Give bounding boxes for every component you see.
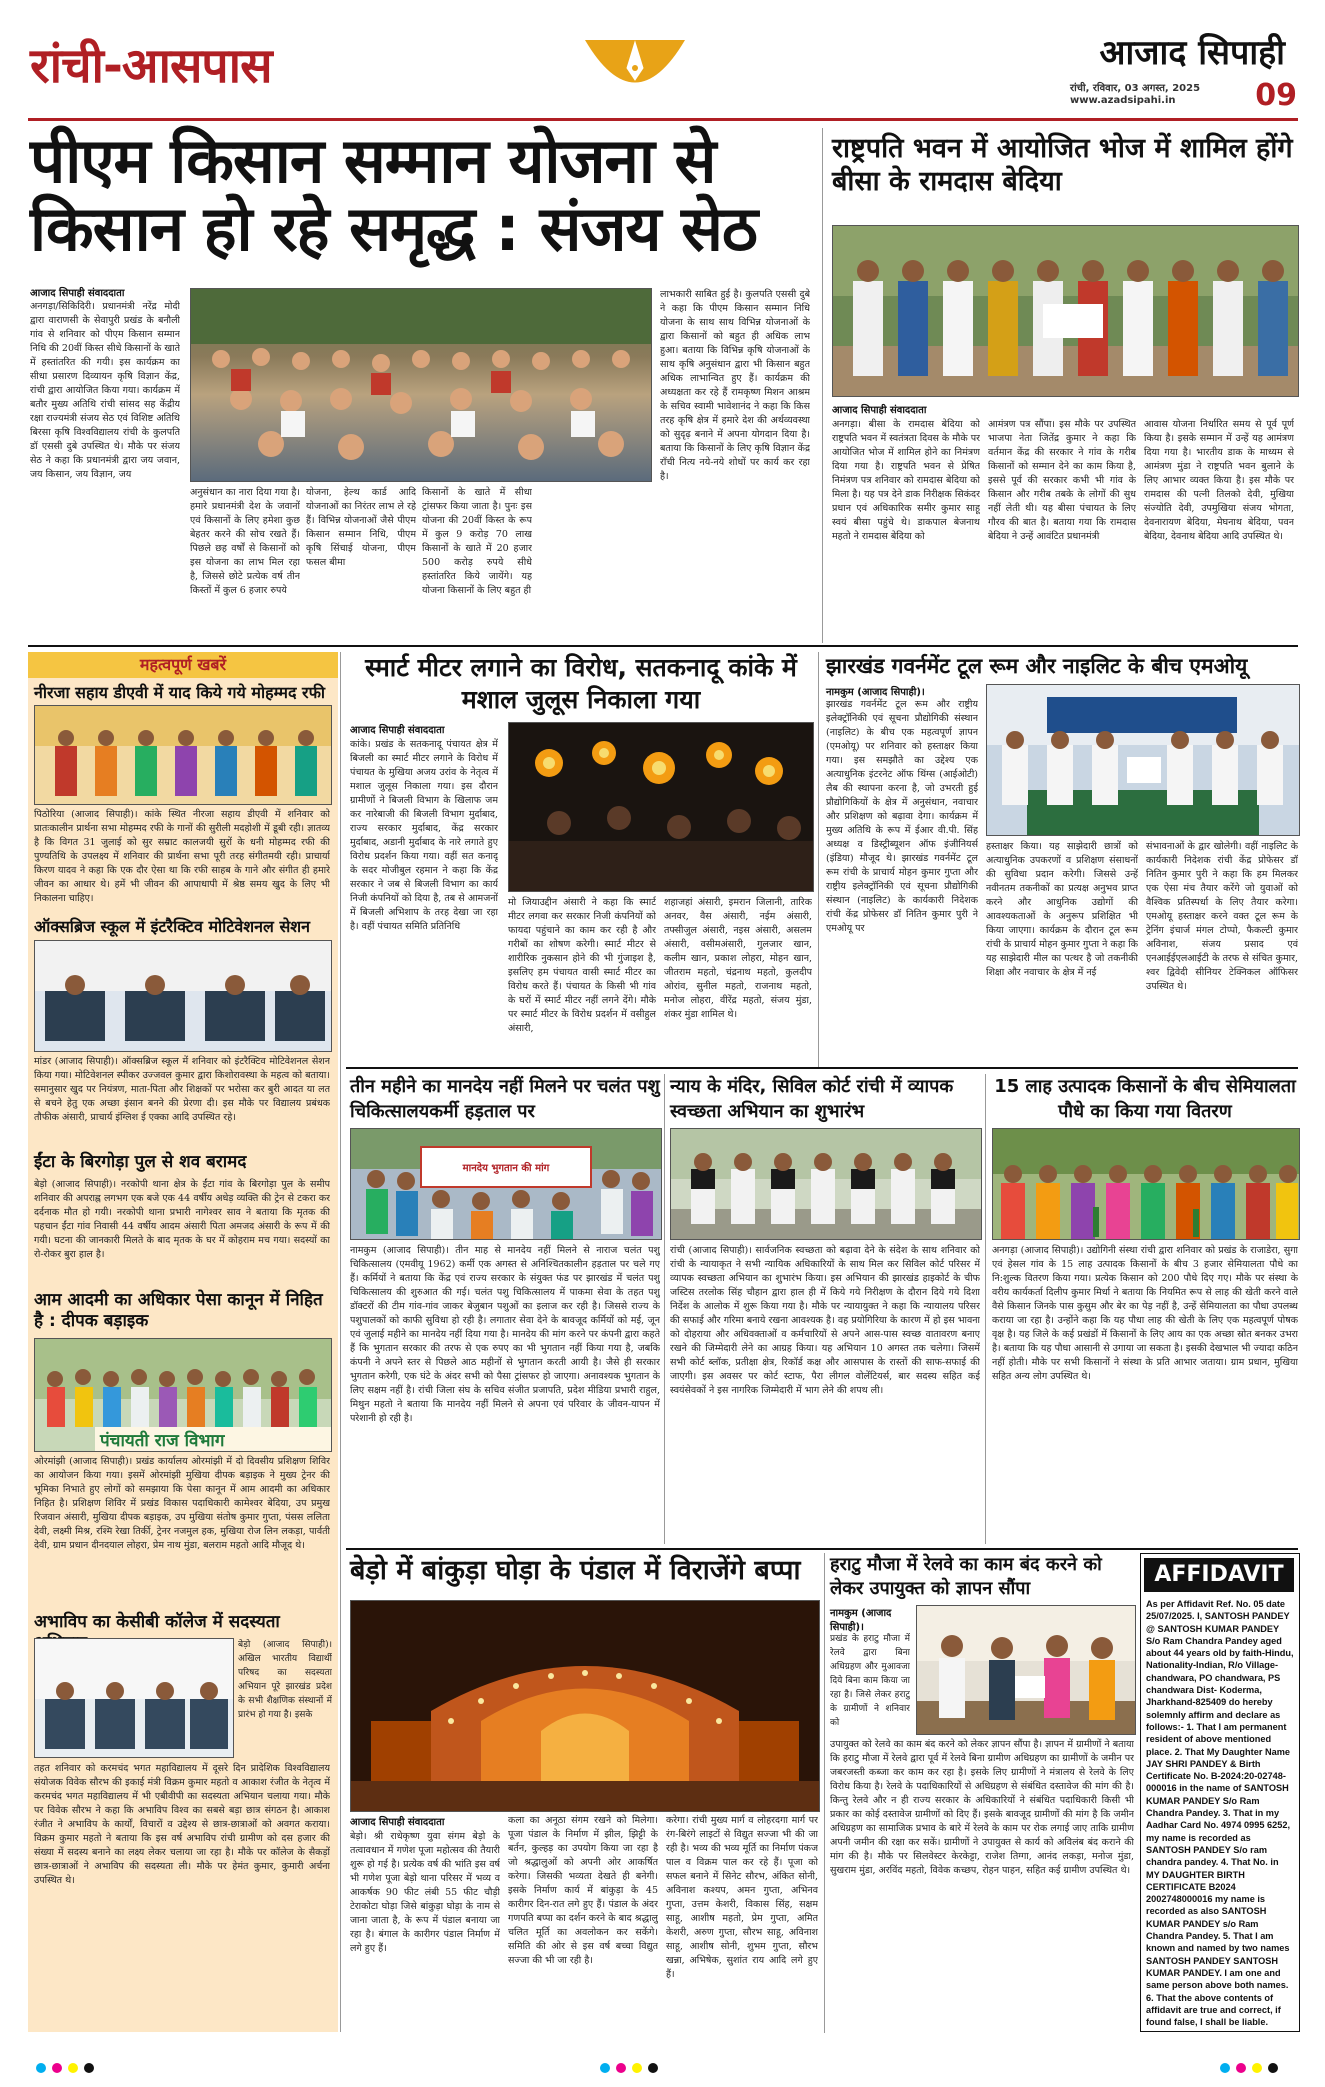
mou-headline: झारखंड गवर्नमेंट टूल रूम और नाइलिट के बीच एमओयू	[826, 654, 1248, 678]
paper-name: आजाद सिपाही	[1099, 33, 1285, 73]
president-photo	[832, 225, 1299, 397]
sidebar-story-1-body: पिठोरिया (आजाद सिपाही)। कांके स्थित नीरजा सहाय डीएवी में शनिवार को प्रातःकालीन प्रार्थना सभा मोहम्मद रफी के गानों की सुरीली मदहोशी में डूबी रही। ज्ञातव्य है कि विगत 31 जुलाई को सुर सम्राट कालजयी सुरों के धनी मोहम्मद रफी की पुण्यतिथि के उपलक्ष्य में शनिवार की प्रार्थना सभा पूरी तरह संगीतमयी रही। प्राचार्या किरण यादव ने कहा कि एक दौर ऐसा था कि रफी साहब के गाने और संगीत ही हमारे जीवन का आधार थे। हमें भी जीवन की आपाधापी में श्रेष्ठ समय खुद के लिए भी निकालना चाहिए।	[34, 809, 330, 904]
mou-photo	[986, 684, 1300, 836]
ganesh-col-2: कला का अनूठा संगम रखने को मिलेगा। पूजा पंडाल के निर्माण में झील, झिट्टी के बर्तन, कुल्हड़ का उपयोग किया जा रहा है जो श्रद्धालुओं को अपनी ओर आकर्षित करेगा। जिसकी भव्यता देखते ही बनेगी। इसके निर्माण कार्य में बांकुड़ा के 45 कारीगर दिन-रात लगे हुए हैं। पंडाल के अंदर गणपति बप्पा का दर्शन करने के बाद श्रद्धालु चलित मूर्ति का अवलोकन कर सकेंगे। समिति की ओर से इस वर्ष बच्चा विद्युत सज्जा की भी जा रही है।	[508, 1815, 658, 1966]
divider-v-4	[664, 1074, 665, 1544]
railway-side: प्रखंड के हराटु मौजा में रेलवे द्वारा बिना अधिग्रहण और मुआवजा दिये बिना काम किया जा रहा है। जिसे लेकर हराटु के ग्रामीणों ने शनिवार को	[830, 1634, 910, 1728]
court-headline: न्याय के मंदिर, सिविल कोर्ट रांची में व्यापक स्वच्छता अभियान का शुभारंभ	[670, 1076, 954, 1122]
ganesh-headline: बेड़ो में बांकुड़ा घोड़ा के पंडाल में विराजेंगे बप्पा	[350, 1555, 801, 1586]
president-col-2: आमंत्रण पत्र सौंपा। इस मौके पर उपस्थित भाजपा नेता जितेंद्र कुमार ने कहा कि वर्तमान केंद्र की सरकार ने गांव के गरीब किसानों को सम्मान देने का काम किया है, इससे पूर्व की सरकार कभी भी गांव के किसान और गरीब तबके के लोगों की सुध नहीं लेती थी। यह बीसा पंचायत के लिए गौरव की बात है। बताया गया कि रामदास बेदिया ने उन्हें आवंटित प्रधानमंत्री	[988, 419, 1136, 542]
divider-v-2	[340, 652, 341, 2032]
ganesh-col-3: करेगा। रांची मुख्य मार्ग व लोहरदगा मार्ग पर रंग-बिरंगे लाइटों से विद्युत सज्जा भी की जा रही है। भव्य की भव्य मूर्ति का निर्माण पंकज पाल व विक्रम पाल कर रहे हैं। पूजा को सफल बनाने में सिनेट सौरभ, अंकित सोनी, अविनाश कश्यप, अमन गुप्ता, अभिनव गुप्ता, उत्तम केशरी, विकास सिंह, सक्षम साहू, आशीष महतो, प्रेम गुप्ता, अमित केशरी, अरुण गुप्ता, सौरभ साहू, अविनाश साहू, आशीष सोनी, शुभम गुप्ता, सौरभ खन्ना, अभिषेक, सुशांत राय आदि लगे हुए हैं।	[666, 1815, 818, 1980]
lead-byline: आजाद सिपाही संवाददाता	[30, 288, 125, 299]
court-photo	[670, 1128, 982, 1240]
sidebar-story-3-headline: ईंटा के बिरगोड़ा पुल से शव बरामद	[34, 1152, 247, 1172]
registration-marks-right	[1220, 2058, 1284, 2077]
lead-col-2: अनुसंधान का नारा दिया गया है। हमारे प्रधानमंत्री देश के जवानों एवं किसानों के लिए हमेशा कुछ बेहतर करने की सोच रखते हैं। पिछले छह वर्षों से किसानों को इस योजना का लाभ मिल रहा है, जिससे छोटे प्रत्येक वर्ष तीन किस्तों में कुल 6 हजार रुपये	[190, 487, 300, 596]
smart-meter-byline: आजाद सिपाही संवाददाता	[350, 725, 445, 736]
smart-meter-col-2: मो जियाउद्दीन अंसारी ने कहा कि स्मार्ट मीटर लगवा कर सरकार निजी कंपनियों को फायदा पहुंचाने का काम कर रही है और गरीबों का शोषण करेगी। स्मार्ट मीटर से शारीरिक नुकसान होने की भी गुंजाइश है, इसलिए हम पंचायत वासी स्मार्ट मीटर का विरोध करते हैं। पंचायत के किसी भी गांव के घरों में स्मार्ट मीटर नहीं लगने देंगे। मौके पर स्मार्ट मीटर के विरोध प्रदर्शन में वसीहुल अंसारी,	[508, 897, 656, 1034]
lead-headline-2: किसान हो रहे समृद्ध : संजय सेठ	[30, 192, 757, 265]
section-title: रांची-आसपास	[30, 38, 272, 94]
sidebar-story-5-body: तहत शनिवार को करमचंद भगत महाविद्यालय में दूसरे दिन प्रादेशिक विश्वविद्यालय संयोजक विवेक सौरभ की इकाई मंत्री विक्रम कुमार महतो व आकाश रंजीत के नेतृत्व में करमचंद भगत महाविद्यालय में भी एबीवीपी का सदस्यता अभियान चलाया गया। मौके पर विवेक सौरभ ने कहा कि अभाविप विश्व का सबसे बड़ा छात्र संगठन है। आकाश रंजीत ने अभाविप के कार्यों, विचारों व उद्देश्य से छात्र-छात्राओं को अवगत कराया। विक्रम कुमार महतो ने बताया कि इस वर्ष अभाविप रांची ग्रामीण को दस हजार की संख्या में सदस्य बनाने का लक्ष्य लेकर चलाया जा रहा है। मौके पर कॉलेज के सैकड़ों छात्र-छात्राओं ने अभाविप की सदस्यता ली। मौके पर हेमंत कुमार, कुमारी अर्चना उपस्थित थे।	[34, 1763, 330, 1886]
railway-headline: हराटु मौजा में रेलवे का काम बंद करने को लेकर उपायुक्त को ज्ञापन सौंपा	[830, 1554, 1102, 1599]
smart-meter-headline: स्मार्ट मीटर लगाने का विरोध, सतकनादू कांके में मशाल जुलूस निकाला गया	[365, 653, 797, 714]
lead-col-5: लाभकारी साबित हुई है। कुलपति एससी दुबे ने कहा कि पीएम किसान सम्मान निधि योजना के साथ साथ विभिन्न योजनाओं के द्वारा किसानों को बहुत ही अधिक लाभ हुआ। बताया कि विभिन्न कृषि योजनाओं के साथ कृषि अनुसंधान द्वारा भी किसान बहुत अधिक लाभान्वित हुए हैं। कार्यक्रम की अध्यक्षता कर रहे हैं रामकृष्ण मिशन आश्रम के सचिव स्वामी भावेशानंद ने कहा कि किस तरह कृषि क्षेत्र में हमारे देश की अर्थव्यवस्था को सुदृढ़ बनाने में अपना योगदान दिया है। बताया कि किसानों के लिए कृषि विज्ञान केंद्र राँची नित्य नये-नये शोधों पर कार्य कर रहा है।	[660, 289, 810, 482]
affidavit-body: As per Affidavit Ref. No. 05 date 25/07/2025. I, SANTOSH PANDEY @ SANTOSH KUMAR PANDEY S/o Ram Chandra Pandey aged about 44 years old by faith-Hindu, Nationality-Indian, R/o Village-chandwara, PO chandwara, PS chandwara Dist- Koderma, Jharkhand-825409 do hereby solemnly affirm and declare as follows:- 1. That I am permanent resident of above mentioned place. 2. That My Daughter Name JAY SHRI PANDEY & Birth Certificate No. B-2024:20-02748-000016 in the name of SANTOSH KUMAR PANDEY S/o Ram Chandra Pandey. 3. That in my Aadhar Card No. 4974 0995 6252, my name is recorded as SANTOSH PANDEY S/o ram chandra pandey. 4. That No. in MY DAUGHTER BIRTH CERTIFICATE B2024 2002748000016 my name is recorded as also SANTOSH KUMAR PANDEY s/o Ram Chandra Pandey. 5. That I am known and named by two names SANTOSH PANDEY SANTOSH KUMAR PANDEY. I am one and same person above both names. 6. That the above contents of affidavit are true and correct, if found false, I shall be liable.	[1146, 1599, 1294, 2028]
saplings-photo	[992, 1128, 1300, 1240]
president-headline: राष्ट्रपति भवन में आयोजित भोज में शामिल होंगे बीसा के रामदास बेदिया	[832, 133, 1293, 197]
lead-photo	[190, 288, 652, 482]
strike-headline: तीन महीने का मानदेय नहीं मिलने पर चलंत पशु चिकित्सालयकर्मी हड़ताल पर	[350, 1076, 660, 1122]
saplings-headline: 15 लाह उत्पादक किसानों के बीच सेमियालता पौधे का किया गया वितरण	[994, 1076, 1296, 1122]
masthead	[0, 0, 1325, 120]
ganesh-col-1: बेड़ो। श्री राधेकृष्ण युवा संगम बेड़ो के तत्वावधान में गणेश पूजा महोत्सव की तैयारी शुरू हो गई है। प्रत्येक वर्ष की भांति इस वर्ष भी गणेश पूजा बेड़ो थाना परिसर में भव्य व आकर्षक 90 फीट लंबी 55 फीट चौड़ी टेराकोटा घोड़ा जिसे बांकुड़ा घोड़ा के नाम से जाना जाता है, के रूप में पंडाल बनाया जा रहा है। बंगाल के कारीगर पंडाल निर्माण में लगे हुए हैं।	[350, 1831, 500, 1954]
divider-v-6	[824, 1553, 825, 2033]
lead-headline-1: पीएम किसान सम्मान योजना से	[30, 124, 716, 197]
sidebar-story-1-headline: नीरजा सहाय डीएवी में याद किये गये मोहम्मद रफी	[34, 683, 326, 702]
sidebar-story-1-photo	[34, 705, 332, 805]
ganesh-photo	[350, 1600, 820, 1812]
lead-col-3: योजना, हेल्थ कार्ड आदि योजनाओं का निरंतर लाभ ले रहे हैं। विभिन्न योजनाओं जैसे पीएम किसान सम्मान निधि, पीएम कृषि सिंचाई योजना, पीएम फसल बीमा	[306, 487, 416, 568]
masthead-rule	[28, 118, 1298, 121]
website: www.azadsipahi.in	[1070, 95, 1176, 106]
lead-col-4: किसानों के खाते में सीधा ट्रांसफर किया जाता है। पुनः इस योजना की 20वीं किस्त के रूप में कुल 9 करोड़ 70 लाख किसानों के खाते में 20 हजार 500 करोड़ रुपये सीधे हस्तांतरित किये जायेंगे। यह योजना किसानों के लिए बहुत ही	[422, 487, 532, 596]
registration-marks-left	[36, 2058, 100, 2077]
president-byline: आजाद सिपाही संवाददाता	[832, 405, 927, 416]
sidebar-story-4-headline: आम आदमी का अधिकार पेसा कानून में निहित है : दीपक बड़ाइक	[34, 1290, 323, 1331]
railway-byline: नामकुम (आजाद सिपाही)।	[830, 1608, 892, 1633]
sidebar-story-4-photo-caption: पंचायती राज विभाग	[100, 1431, 225, 1451]
president-col-1: अनगड़ा। बीसा के रामदास बेदिया को राष्ट्रपति भवन में स्वतंत्रता दिवस के मौके पर आयोजित भोज में शामिल होने का निमंत्रण दिया गया है। राष्ट्रपति भवन से प्रेषित निमंत्रण पत्र शनिवार को रामदास बेदिया को मिला है। यह पत्र देने डाक निरीक्षक सिकंदर प्रधान एवं अधिकारिक समीर कुमार साहू स्वयं बीसा पहुंचे थे। डाकपाल बेजनाथ महतो ने रामदास बेदिया को	[832, 419, 980, 542]
saplings-body: अनगड़ा (आजाद सिपाही)। उद्योगिनी संस्था रांची द्वारा शनिवार को प्रखंड के राजाडेरा, सुगा एवं हेसल गांव के 15 लाह उत्पादक किसानों के बीच 3 हजार सेमियालता पौधे का नि:शुल्क वितरण किया गया। प्रत्येक किसान को 200 पौधे दिए गए। मौके पर संस्था के वरीय कार्यकर्ता दिलीप कुमार मिर्धा ने बताया कि नियमित रूप से लाह की खेती करने वाले वैसे किसान जिनके पास कुसुम और बेर का पेड़ नहीं है, उन्हें सेमियालता का पौधा उपलब्ध कराया जा रहा है। उन्होंने कहा कि यह पौधा लाह की खेती के लिए एक महत्वपूर्ण पोषक वृक्ष है। यह जिले के कई प्रखंडों में किसानों के लिए आय का एक अच्छा स्रोत बनकर उभरा है। बताया कि यह पौधा आसानी से उगाया जा सकता है। इसकी देखभाल भी ज्यादा कठिन नहीं होती। मौके पर सभी किसानों ने संस्था के प्रति आभार जताया। ग्राम प्रधान, मुखिया सहित अन्य लोग उपस्थित थे।	[992, 1245, 1298, 1382]
mou-col-1: झारखंड गवर्नमेंट टूल रूम और राष्ट्रीय इलेक्ट्रॉनिकी एवं सूचना प्रौद्योगिकी संस्थान (नाइलिट) के बीच एक महत्वपूर्ण ज्ञापन (एमओयू) पर शनिवार को हस्ताक्षर किया गया। इस समझौते का उद्देश्य एक अत्याधुनिक इंटरनेट ऑफ थिंग्स (आईओटी) लैब की स्थापना करना है, जो उभरती हुई प्रौद्योगिकियों के क्षेत्र में अनुसंधान, नवाचार और प्रशिक्षण को बढ़ावा देगा। कार्यक्रम में मुख्य अतिथि के रूप में ईआर वी.पी. सिंह अध्यक्ष व डिस्ट्रीब्यूशन ऑफ इंजीनियर्स (इंडिया) मौजूद थे। झारखंड गवर्नमेंट टूल रूम रांची के प्राचार्य मोहन कुमार गुप्ता और राष्ट्रीय इलेक्ट्रॉनिकी एवं सूचना प्रौद्योगिकी संस्थान (नाइलिट) के कार्यकारी निदेशक रांची केंद्र प्रोफेसर डॉ नितिन कुमार पुरी ने एमओयू पर	[826, 699, 978, 934]
mou-col-2: हस्ताक्षर किया। यह साझेदारी छात्रों को अत्याधुनिक उपकरणों व प्रशिक्षण संसाधनों की सुविधा प्रदान करेगी। जिससे उन्हें नवीनतम तकनीकों का प्रत्यक्ष अनुभव प्राप्त करने और आधुनिक उद्योगों की आवश्यकताओं के अनुरूप प्रशिक्षित भी किया जाएगा। कार्यक्रम के दौरान टूल रूम रांची के प्राचार्य मोहन कुमार गुप्ता ने कहा कि यह साझेदारी मील का पत्थर है जो तकनीकी शिक्षा और नवाचार के क्षेत्र में नई	[986, 841, 1138, 978]
strike-photo	[350, 1128, 662, 1240]
railway-photo	[916, 1605, 1136, 1735]
divider-h-3	[346, 1548, 1298, 1550]
president-col-3: आवास योजना निर्धारित समय से पूर्व पूर्ण किया है। इसके सम्मान में उन्हें यह आमंत्रण दिया गया है। भारतीय डाक के माध्यम से आमंत्रण मुंडा ने राष्ट्रपति भवन बुलाने के लिए आभार व्यक्त किया है। इस मौके पर रामदास की पत्नी तिलको देवी, मुखिया संज्योति देवी, उपमुखिया संजय भोगता, देवनारायण बेदिया, मेघनाथ बेदिया, पवन बेदिया, देवनाथ बेदिया आदि उपस्थित थे।	[1144, 419, 1294, 542]
railway-body: उपायुक्त को रेलवे का काम बंद करने को लेकर ज्ञापन सौंपा है। ज्ञापन में ग्रामीणों ने बताया कि हराटु मौजा में रेलवे द्वारा पूर्व में रेलवे बिना ग्रामीण अधिग्रहण का ग्रामीणों के जमीन पर जबरजस्ती कब्जा कर काम कर रहा है। इसके लिए ग्रामीणों ने मंत्रालय से रेलवे के लिए विरोध किया है। रेलवे के पदाधिकारियों से अधिग्रहण से संबंधित दस्तावेज की मांग की है। किन्तु रेलवे और न ही राज्य सरकार के अधिकारियों ने संबंधित पदाधिकारी किसी भी प्रकार का कोई दस्तावेज ग्रामीणों को दिए हैं। इसके बावजूद ग्रामीणों की मांग है कि जमीन अधिग्रहण का सामाजिक प्रभाव के बारे में रेलवे के काम पर रोक लगाई जाए ताकि ग्रामीण अपनी जमीन की रक्षा कर सकें। ग्रामीणों ने उपायुक्त से कार्य को अविलंब बंद कराने की मांग की है। मौके पर सिलवेस्टर केरकेट्टा, राजेश तिग्गा, आनंद लकड़ा, मनोज मुंडा, सुखराम मुंडा, अरविंद महतो, विवेक कच्छप, रोहन पाहन, सहित कई ग्रामीण उपस्थित थे।	[830, 1739, 1134, 1876]
sidebar-title: महत्वपूर्ण खबरें	[28, 652, 338, 678]
page-number: 09	[1255, 78, 1297, 113]
sidebar-story-2-photo	[34, 940, 332, 1052]
divider-v-5	[985, 1074, 986, 1544]
pen-nib-icon	[585, 20, 685, 120]
mou-byline: नामकुम (आजाद सिपाही)।	[826, 687, 925, 698]
sidebar-story-4-body: ओरमांझी (आजाद सिपाही)। प्रखंड कार्यालय ओरमांझी में दो दिवसीय प्रशिक्षण शिविर का आयोजन किया गया। इसमें ओरमांझी मुखिया दीपक बड़ाइक ने मुख्य ट्रेनर की भूमिका निभाते हुए लोगों को समझाया कि पेसा कानून में आम आदमी का अधिकार निहित है। प्रशिक्षण शिविर में प्रखंड विकास पदाधिकारी कामेश्वर बेदिया, उप प्रमुख रिजवान अंसारी, मुखिया दीपक बड़ाइक, उप मुखिया संतोष कुमार गुप्ता, पंसस ललिता देवी, लक्ष्मी मिश्र, रश्मि रेखा तिर्की, ट्रेनर नजमुल हक, मुखिया रोज लिन लकड़ा, पार्वती देवी, ग्राम प्रधान दीनदयाल लोहरा, प्रेम नाथ मुंडा, बलराम महतो आदि मौजूद थे।	[34, 1456, 330, 1551]
mou-col-3: संभावनाओं के द्वार खोलेगी। वहीं नाइलिट के कार्यकारी निदेशक रांची केंद्र प्रोफेसर डॉ नितिन कुमार पुरी ने कहा कि हम मिलकर एक ऐसा मंच तैयार करेंगे जो युवाओं को वैश्विक प्रतिस्पर्धा के लिए तैयार करेगा। एमओयू हस्ताक्षर करने वक्त टूल रूम के ट्रेनिंग इंचार्ज मंगल टोप्पो, फैकल्टी कुमार अविनाश, संजय प्रसाद एवं एनआईईएलआईटी के तरफ से संचित कुमार, श्वर द्विवेदी सीनियर टेक्निकल ऑफिसर उपस्थित थे।	[1146, 841, 1298, 992]
sidebar-story-2-body: मांडर (आजाद सिपाही)। ऑक्सब्रिज स्कूल में शनिवार को इंटरैक्टिव मोटिवेशनल सेशन किया गया। मोटिवेशनल स्पीकर उज्जवल कुमार द्वारा किशोरावस्था के महत्व को बताया। समानुसार खुद पर नियंत्रण, माता-पिता और शिक्षकों पर भरोसा कर बुरी आदत या लत से बचने हेतु एक अच्छा इंसान बनने की प्रेरणा दी। इस मौके पर विद्यालय प्रबंधक तौफीक अंसारी, प्राचार्य इंग्लिश ई एक्का आदि उपस्थित रहे।	[34, 1056, 330, 1123]
ganesh-byline: आजाद सिपाही संवाददाता	[350, 1817, 445, 1828]
smart-meter-photo	[508, 722, 814, 892]
strike-banner-text: मानदेय भुगतान की मांग	[462, 1163, 550, 1174]
smart-meter-col-1: कांके। प्रखंड के सतकनादू पंचायत क्षेत्र में बिजली का स्मार्ट मीटर लगाने के विरोध में पंचायत के मुखिया अजय उरांव के नेतृत्व में मशाल जुलूस निकाला गया। इस दौरान ग्रामीणों ने बिजली विभाग के खिलाफ जम कर नारेबाजी की बिजली विभाग मुर्दाबाद, राज्य सरकार मुर्दाबाद, केंद्र सरकार मुर्दाबाद, अडानी मुर्दाबाद के नारे लगाते हुए विरोध प्रदर्शन किया गया। वहीं सत कनादू के सदर मोजीबुल रहमान ने कहा कि केंद्र सरकार ने जब से बिजली विभाग का कार्य निजी कंपनियों को दिया है, तब से आमजनों में बिजली अभिशाप के तरह देखा जा रहा है। वहीं पंचायत समिति प्रतिनिधि	[350, 739, 498, 932]
court-body: रांची (आजाद सिपाही)। सार्वजनिक स्वच्छता को बढ़ावा देने के संदेश के साथ शनिवार को रांची के न्यायाकृत ने सभी न्यायिक अधिकारियों के साथ मिल कर सिविल कोर्ट परिसर में व्यापक स्वच्छता अभियान का शुभारंभ किया। इस अभियान की झारखंड हाइकोर्ट के चीफ जस्टिस तरलोक सिंह चौहान द्वारा हाल ही में किये गये निरीक्षण के दौरान दिये गये दिशा निर्देश के आलोक में शुरू किया गया है। मौके पर न्यायायुक्त ने कहा कि न्यायालय परिसर की सफाई और गरिमा बनाये रखना आवश्यक है। वह प्रयोगिरिया के कारण में हो इस भावना को दोहराया और अधिवक्ताओं व कर्मचारियों से अपने आस-पास स्वच्छ वातावरण बनाए रखने की जिम्मेदारी लेने का आग्रह किया। यह अभियान 10 अगस्त तक चलेगा। जिसमें सभी कोर्ट ब्लॉक, प्रतीक्षा क्षेत्र, रिकॉर्ड कक्ष और आसपास के रास्तों की साफ-सफाई की जाएगी। इस अवसर पर कोर्ट स्टाफ, पैरा लीगल वोलेंटियर्स, बार सदस्य सहित कई स्वयंसेवकों ने इस नागरिक जिम्मेदारी में भाग लेने की शपथ ली।	[670, 1245, 980, 1396]
divider-v-1	[822, 128, 823, 643]
sidebar-story-3-body: बेड़ो (आजाद सिपाही)। नरकोपी थाना क्षेत्र के ईंटा गांव के बिरगोड़ा पुल के समीप शनिवार की अपराह्न लगभग एक बजे एक 44 वर्षीय अधेड़ व्यक्ति की ट्रेन से टकरा कर दर्दनाक मौत हो गयी। नरकोपी थाना प्रभारी नागेश्वर साव ने बताया कि मृतक की पहचान ईंटा गांव निवासी 44 वर्षीय आदम अंसारी पिता अमजद अंसारी के रूप में की गयी। घटना की जानकारी मिलते के बाद मृतक के घर में कोहराम मच गया। सदस्यों का रो-रोकर बुरा हाल है।	[34, 1179, 330, 1260]
lead-col-1: अनगड़ा/सिकिदिरी। प्रधानमंत्री नरेंद्र मोदी द्वारा वाराणसी के सेवापुरी प्रखंड के बनौली गांव से शनिवार को पीएम किसान सम्मान निधि की 20वीं किस्त सीधे किसानों के खाते में हस्तांतरित की गयी। इस कार्यक्रम का सीधा प्रसारण दिव्यायन कृषि विज्ञान केंद्र, रांची द्वारा आयोजित किया गया। कार्यक्रम में बतौर मुख्य अतिथि रांची सांसद सह केंद्रीय रक्षा राज्यमंत्री संजय सेठ एवं विशिष्ट अतिथि बिरसा कृषि विश्वविद्यालय रांची के कुलपति डॉ एससी दुबे उपस्थित थे। मौके पर संजय सेठ ने कहा कि प्रधानमंत्री द्वारा जय जवान, जय किसान, जय विज्ञान, जय	[30, 301, 180, 480]
divider-h-2	[346, 1067, 1298, 1069]
divider-v-3	[818, 652, 819, 1067]
strike-body: नामकुम (आजाद सिपाही)। तीन माह से मानदेय नहीं मिलने से नाराज चलंत पशु चिकित्सालय (एमवीयू 1962) कर्मी एक अगस्त से अनिश्चितकालीन हड़ताल पर चले गए हैं। कर्मियों ने बताया कि केंद्र एवं राज्य सरकार के संयुक्त फंड पर झारखंड में चलंत पशु चिकित्सालय की शुरुआत की गई। चलंत पशु चिकित्सालय में पाकमा सेवा के तहत पशु डॉक्टरों की टीम गांव-गांव जाकर बेजुबान पशुओं का इलाज कर रही है। जिससे राज्य के पशुपालकों को काफी सुविधा हो रही है। लगातार सेवा देने के बावजूद कर्मियों को मई, जून एवं जुलाई महीने का मानदेय नहीं दिया गया है। मानदेय की मांग करने पर कंपनी द्वारा कहते हैं कि भुगतान सरकार की तरफ से एक रुपए का भी भुगतान नहीं किया गया है, जबकि कंपनी ने अपने स्तर से पिछले आठ महीनों से भुगतान करती आयी है। जैसे ही सरकार भुगतान करेगी, एक घंटे के अंदर सभी को पैसा ट्रांसफर हो जाएगा। अनावश्यक भुगतान के लिए सक्षम नहीं है। रांची जिला संघ के सचिव संजीत प्रजापति, प्रदेश मीडिया प्रभारी राहुल, मिथुन महतो ने बताया कि मानदेय नहीं मिलने से अपना एवं परिवार के जीवन-यापन में परेशानी हो रही है।	[350, 1245, 660, 1424]
sidebar-story-5-photo	[34, 1638, 234, 1758]
divider-h-1	[28, 645, 1298, 647]
sidebar-story-2-headline: ऑक्सब्रिज स्कूल में इंटरैक्टिव मोटिवेशनल सेशन	[34, 917, 311, 936]
registration-marks-center	[600, 2058, 664, 2077]
sidebar-story-5-side: बेड़ो (आजाद सिपाही)। अखिल भारतीय विद्यार्थी परिषद का सदस्यता अभियान पूरे झारखंड प्रदेश के सभी शैक्षणिक संस्थानों में प्रारंभ हो गया है। इसके	[238, 1640, 332, 1720]
affidavit-title: AFFIDAVIT	[1144, 1558, 1294, 1592]
sidebar-story-5-headline: अभाविप का केसीबी कॉलेज में सदस्यता	[34, 1612, 280, 1632]
dateline: रांची, रविवार, 03 अगस्त, 2025	[1070, 83, 1201, 94]
smart-meter-col-3: शहाजहां अंसारी, इमरान जिलानी, तारिक अनवर, वैस अंसारी, नईम अंसारी, तफ्सीजुल अंसारी, नइस अंसारी, असलम अंसारी, वसीमअंसारी, गुलजार खान, कलीम खान, प्रकाश लोहरा, मोहन खान, जीतराम महतो, चंद्रनाथ महतो, कुलदीप ओरांव, सुनील महतो, राजनाथ महतो, मनोज लोहरा, वीरेंद्र महतो, संजय मुंडा, शंकर मुंडा शामिल थे।	[664, 897, 812, 1020]
